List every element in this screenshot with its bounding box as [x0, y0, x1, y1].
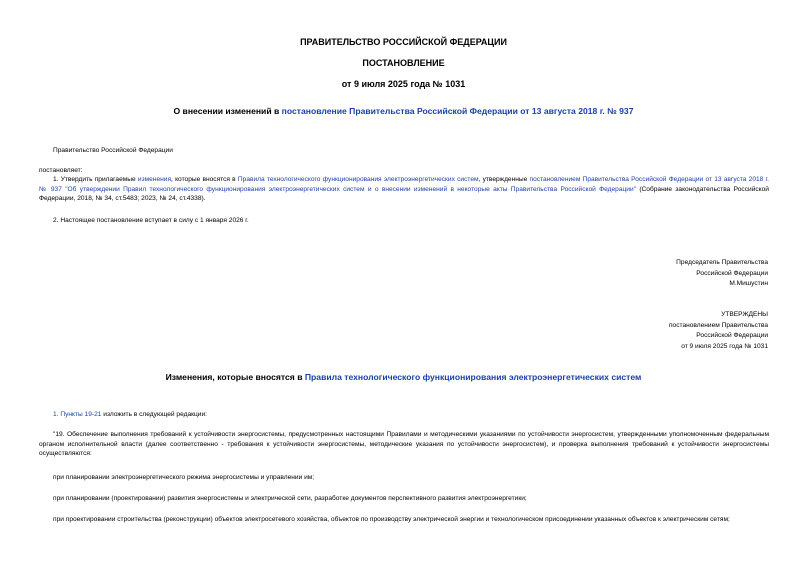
link-rules[interactable]: Правила технологического функционирования электроэнергетических систем	[237, 176, 479, 183]
government-heading: ПРАВИТЕЛЬСТВО РОССИЙСКОЙ ФЕДЕРАЦИИ	[300, 37, 507, 47]
paragraph-19: "19. Обеспечение выполнения требований к устойчивости энергосистемы, предусмотренных настоящими Правилами и методическими указаниями по устойчивости энергосистем, утвержденными уполномоченным федеральным органом исполнительной власти (далее соответственно - требования к устойчивости энергосистемы, методические указания по устойчивости энергосистем), и проверка выполнения требований к устойчивости энергосистемы осуществляются:	[39, 431, 769, 458]
approved-line-1: УТВЕРЖДЕНЫ	[721, 311, 768, 318]
paragraph-1: 1. Утвердить прилагаемые изменения, которые вносятся в Правила технологического функционирования электроэнергетических систем, утвержденные постановлением Правительства Российской Федерации от 13 августа 2018 г. № 937 "Об утверждении Правил технологического функционирования электроэнергетических систем и о внесении изменений в некоторые акты Правительства Российской Федерации" (Собрание законодательства Российской Федерации, 2018, № 34, ст.5483; 2023, № 24, ст.4338).	[39, 176, 769, 203]
list-item-2: при планировании (проектировании) развития энергосистемы и электрической сети, разработке документов перспективного развития электроэнергетики;	[53, 495, 527, 502]
signature-line-2: Российской Федерации	[696, 269, 768, 277]
approved-block	[669, 310, 768, 352]
list-item-1: при планировании электроэнергетического режима энергосистемы и управлении им;	[53, 474, 315, 481]
document-date: от 9 июля 2025 года № 1031	[341, 79, 466, 89]
approved-line-4: от 9 июля 2025 года № 1031	[681, 342, 768, 350]
signature-line-1: Председатель Правительства	[676, 259, 768, 266]
paragraph-2: 2. Настоящее постановление вступает в силу с 1 января 2026 г.	[53, 217, 249, 224]
changes-title-link[interactable]: Правила технологического функционирования электроэнергетических систем	[304, 372, 642, 382]
approved-line-3: Российской Федерации	[696, 332, 768, 340]
item-1: 1. Пункты 19-21 изложить в следующей редакции:	[53, 411, 207, 418]
title-link[interactable]: постановление Правительства Российской Федерации от 13 августа 2018 г. № 937	[281, 106, 634, 116]
list-item-3: при проектировании строительства (реконструкции) объектов электросетевого хозяйства, объектов по производству электрической энергии и технологическом присоединении указанных объектов к электрическим сетям;	[53, 516, 730, 523]
link-decree-937[interactable]: постановлением Правительства Российской Федерации от 13 августа 2018 г. № 937 "Об утверждении Правил технологического функционирования электроэнергетических систем и о внесении изменений в некоторые акты Правительства Российской Федерации"	[39, 176, 769, 193]
issuer: Правительство Российской Федерации	[53, 147, 173, 154]
signature-block	[676, 258, 768, 290]
approved-line-2: постановлением Правительства	[668, 321, 768, 329]
decree-word: постановляет:	[39, 167, 83, 174]
title-prefix: О внесении изменений в	[173, 106, 282, 116]
changes-title: Изменения, которые вносятся в Правила технологического функционирования электроэнергетических систем	[165, 372, 642, 382]
document-title	[0, 106, 807, 116]
document-type: ПОСТАНОВЛЕНИЕ	[362, 58, 445, 68]
link-items-19-21[interactable]: 1. Пункты 19-21	[53, 411, 102, 418]
link-changes[interactable]: изменения	[137, 176, 172, 183]
signature-name: М.Мишустин	[729, 280, 768, 288]
